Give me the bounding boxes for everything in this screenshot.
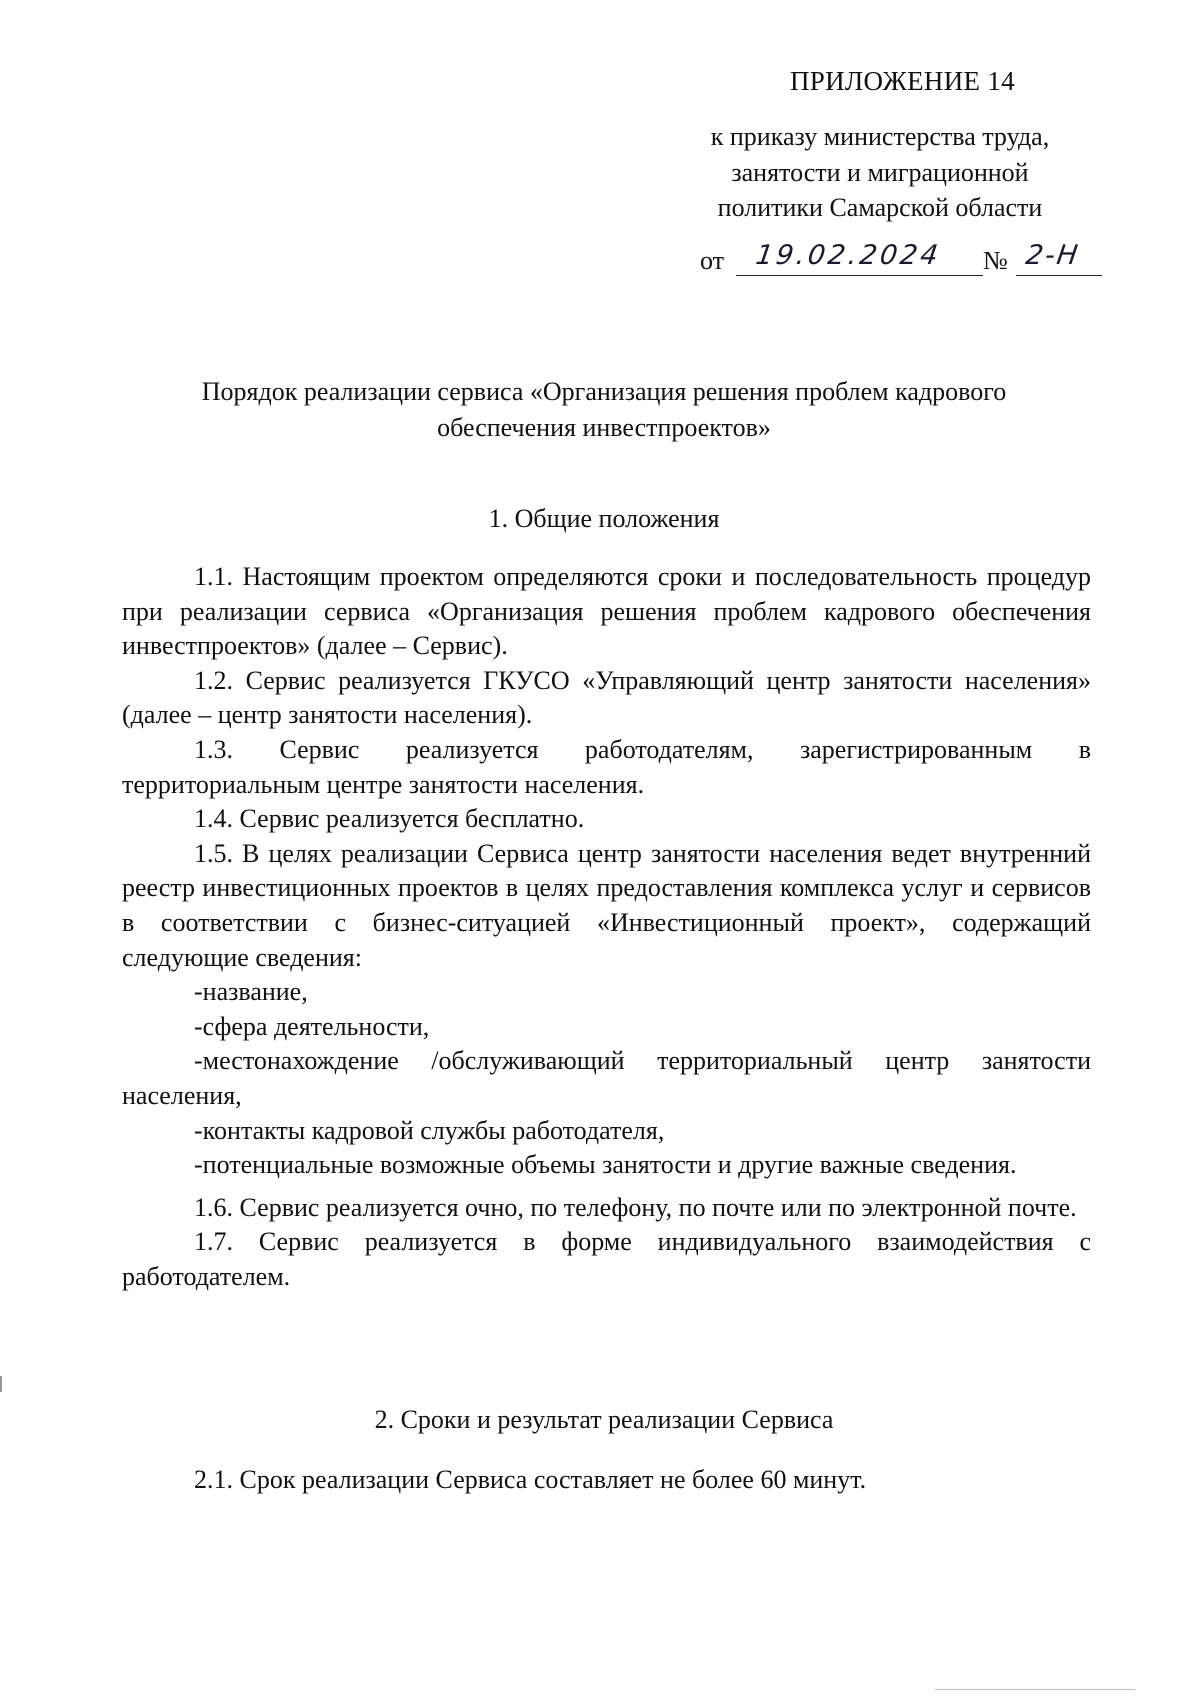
section-1-body [122,560,1091,1294]
paragraph-1-2: 1.2. Сервис реализуется ГКУСО «Управляющий центр занятости населения» (далее – центр занятости населения). [122,665,1091,730]
appendix-line-1: к приказу министерства труда, [710,122,1050,151]
document-title-line-2: обеспечения инвестпроектов» [437,413,771,442]
list-item: -сфера деятельности, [194,1011,430,1041]
list-item: -контакты кадровой службы работодателя, [194,1115,665,1145]
handwritten-date: 19.02.2024 [753,240,943,271]
scan-artifact-left [0,1376,2,1392]
date-underline [736,275,983,276]
list-item: -местонахождение /обслуживающий территориальный центр занятости населения, [122,1046,1091,1110]
appendix-title: ПРИЛОЖЕНИЕ 14 [790,66,1015,96]
paragraph-2-1: 2.1. Срок реализации Сервиса составляет не более 60 минут. [194,1465,867,1494]
date-prefix: от [700,246,725,275]
scan-artifact-bottom [935,1689,1135,1690]
list-item: -потенциальные возможные объемы занятости и другие важные сведения. [194,1150,1017,1180]
registration-row [700,240,1100,280]
section-2-heading: 2. Сроки и результат реализации Сервиса [374,1405,834,1434]
appendix-line-3: политики Самарской области [717,193,1043,222]
paragraph-1-5: 1.5. В целях реализации Сервиса центр занятости населения ведет внутренний реестр инвестиционных проектов в целях предоставления комплекса услуг и сервисов в соответствии с бизнес-ситуацией «Инвестиционный проект», содержащий следующие сведения: [122,838,1091,972]
paragraph-1-1: 1.1. Настоящим проектом определяются сроки и последовательность процедур при реализации сервиса «Организация решения проблем кадрового обеспечения инвестпроектов» (далее – Сервис). [122,562,1091,661]
appendix-line-2: занятости и миграционной [731,158,1029,187]
handwritten-number: 2-Н [1023,240,1082,271]
document-title-line-1: Порядок реализации сервиса «Организация решения проблем кадрового [201,377,1007,406]
number-underline [1016,275,1102,276]
section-1-heading: 1. Общие положения [488,504,720,533]
paragraph-1-4: 1.4. Сервис реализуется бесплатно. [194,804,585,834]
number-prefix: № [983,246,1008,275]
paragraph-1-6: 1.6. Сервис реализуется очно, по телефону, по почте или по электронной почте. [194,1192,1077,1222]
list-item: -название, [194,977,308,1007]
paragraph-1-3: 1.3. Сервис реализуется работодателям, зарегистрированным в территориальным центре занятости населения. [122,734,1091,799]
section-2-body [122,1463,1091,1498]
paragraph-1-7: 1.7. Сервис реализуется в форме индивидуального взаимодействия с работодателем. [122,1227,1091,1291]
